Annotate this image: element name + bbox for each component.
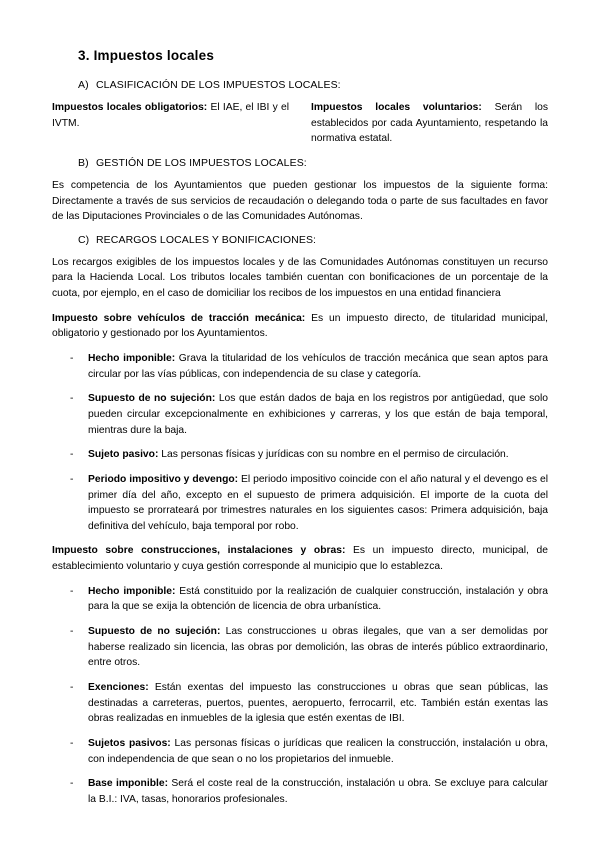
gestion-paragraph: Es competencia de los Ayuntamientos que pueden gestionar los impuestos de la siguiente forma: Directamente a través de sus servicios de recaudación o delegando toda o parte de sus facultades en favor de las Diputaciones Provinciales o de las Comunidades Autónomas. (52, 179, 548, 223)
list-item-label: Periodo impositivo y devengo: (88, 473, 239, 485)
recargos-paragraph: Los recargos exigibles de los impuestos locales y de las Comunidades Autónomas constituyen un recurso para la Hacienda Local. Los tributos locales también cuentan con bonificaciones de un porcentaje de la cuota, por ejemplo, en el caso de domiciliar los recibos de los impuestos en una entidad financiera (52, 256, 548, 300)
list-item-label: Supuesto de no sujeción: (88, 626, 221, 638)
section-letter-b: B) (78, 156, 89, 169)
list-item (52, 584, 548, 615)
column-obligatorios (52, 100, 289, 147)
list-item-label: Sujeto pasivo: (88, 449, 159, 461)
section-heading-b (78, 157, 548, 169)
impuesto-construcciones-intro (52, 543, 548, 574)
list-item-text: Será el coste real de la construcción, instalación u obra. Se excluye para calcular la B.I.: IVA, tasas, honorarios profesionales. (88, 778, 548, 805)
list-item (52, 391, 548, 438)
section-title-a: CLASIFICACIÓN DE LOS IMPUESTOS LOCALES: (96, 79, 341, 91)
bullet-dash: - (70, 778, 74, 790)
voluntarios-label: Impuestos locales voluntarios: (311, 102, 482, 113)
bullet-dash: - (70, 737, 74, 749)
obligatorios-paragraph (52, 100, 289, 131)
list-item-text: Está constituido por la realización de cualquier construcción, instalación y obra para la que se exija la obtención de licencia de obra urbanística. (88, 585, 548, 613)
list-item (52, 447, 548, 463)
impuesto-vehiculos-text: Es un impuesto directo, de titularidad municipal, obligatorio y gestionado por los Ayuntamientos. (52, 312, 548, 340)
list-item (52, 472, 548, 535)
bullet-dash: - (70, 393, 74, 405)
obligatorios-label: Impuestos locales obligatorios: (52, 102, 208, 113)
list-item-label: Hecho imponible: (88, 585, 176, 597)
list-item (52, 776, 548, 807)
section-letter-c: C) (78, 233, 90, 246)
impuesto-vehiculos-intro (52, 311, 548, 342)
page-title: 3. Impuestos locales (78, 48, 215, 63)
voluntarios-paragraph (311, 100, 548, 147)
list-item-label: Sujetos pasivos: (88, 737, 171, 749)
list-item (52, 624, 548, 671)
list-item-label: Base imponible: (88, 778, 169, 790)
section-title-c: RECARGOS LOCALES Y BONIFICACIONES: (96, 233, 317, 246)
bullet-dash: - (70, 585, 74, 597)
list-item-label: Hecho imponible: (88, 353, 176, 365)
list-item-label: Supuesto de no sujeción: (88, 393, 216, 405)
section-letter-a: A) (78, 79, 89, 91)
column-voluntarios (311, 100, 548, 147)
bullet-dash: - (70, 626, 74, 638)
list-item-text: Grava la titularidad de los vehículos de tracción mecánica que sean aptos para circular por las vías públicas, con independencia de su clase y categoría. (88, 353, 548, 380)
list-item-text: El periodo impositivo coincide con el año natural y el devengo es el primer día del año, excepto en el supuesto de primera adquisición. El importe de la cuota del impuesto se prorrateará por trimestres naturales en los siguientes casos: Primera adquisición, baja definitiva del vehículo, baja temporal por robo. (88, 473, 548, 532)
list-item (52, 736, 548, 767)
bullet-dash: - (70, 353, 74, 365)
impuesto-vehiculos-label: Impuesto sobre vehículos de tracción mecánica: (52, 312, 306, 324)
list-item-label: Exenciones: (88, 681, 149, 693)
section-heading-a (78, 79, 548, 91)
impuesto-construcciones-label: Impuesto sobre construcciones, instalaciones y obras: (52, 545, 346, 557)
impuesto-construcciones-text: Es un impuesto directo, municipal, de establecimiento voluntario y cuya gestión corresponde al municipio que lo establezca. (52, 545, 548, 573)
voluntarios-text: Serán los establecidos por cada Ayuntamiento, respetando la normativa estatal. (311, 102, 548, 145)
bullet-dash: - (70, 473, 74, 485)
list-item (52, 680, 548, 727)
bullet-dash: - (70, 681, 74, 693)
list-item-text: Las personas físicas y jurídicas con su nombre en el permiso de circulación. (158, 449, 509, 461)
list-item-text: Están exentas del impuesto las construcciones u obras que sean públicas, las destinadas a carreteras, puertos, puentes, aeropuerto, ferrocarril, etc. También están exentas las obras realizadas en inmuebles de la iglesia que estén exentas de IBI. (88, 681, 548, 725)
list-item-text: Las personas físicas o jurídicas que realicen la construcción, instalación u obra, con independencia de que sean o no los propietarios del inmueble. (88, 737, 549, 765)
section-heading-c (78, 234, 548, 246)
classification-columns (52, 100, 548, 147)
list-item-text: Las construcciones u obras ilegales, que van a ser demolidas por haberse realizado sin licencia, las obras por demolición, las obras de interés público extraordinario, entre otros. (88, 626, 548, 669)
list-item-text: Los que están dados de baja en los registros por antigüedad, que solo pueden circular excepcionalmente en exhibiciones y carreras, y los que están de baja temporal, mientras dure la baja. (88, 393, 548, 436)
section-title-b: GESTIÓN DE LOS IMPUESTOS LOCALES: (96, 156, 307, 169)
bullet-dash: - (70, 449, 74, 461)
list-item (52, 351, 548, 382)
obligatorios-text: El IAE, el IBI y el IVTM. (52, 102, 290, 129)
